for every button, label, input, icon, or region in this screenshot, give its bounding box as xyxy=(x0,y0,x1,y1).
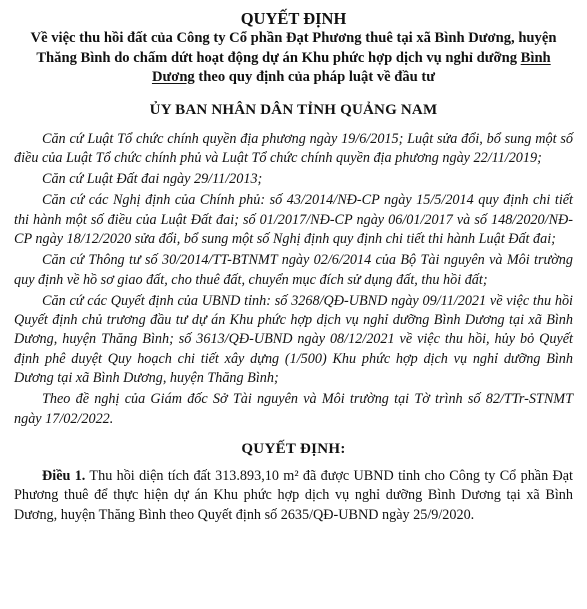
decision-subtitle xyxy=(18,29,569,88)
issuing-authority: ỦY BAN NHÂN DÂN TỈNH QUẢNG NAM xyxy=(149,101,438,118)
legal-basis-6: Theo đề nghị của Giám đốc Sở Tài nguyên và Môi trường tại Tờ trình số 82/TTr-STNMT ngày 17/02/2022. xyxy=(14,391,573,427)
legal-basis-4: Căn cứ Thông tư số 30/2014/TT-BTNMT ngày 02/6/2014 của Bộ Tài nguyên và Môi trường quy định về hồ sơ giao đất, cho thuê đất, chuyển mục đích sử dụng đất, thu hồi đất; xyxy=(14,252,573,288)
subtitle-underlined: Bình Dương xyxy=(151,49,551,85)
article-1 xyxy=(14,467,573,525)
decision-title: QUYẾT ĐỊNH xyxy=(240,9,347,28)
subtitle-part-2: theo quy định của pháp luật về đầu tư xyxy=(194,69,436,85)
decision-heading: QUYẾT ĐỊNH: xyxy=(241,440,346,457)
legal-basis-1: Căn cứ Luật Tổ chức chính quyền địa phương ngày 19/6/2015; Luật sửa đổi, bổ sung một số điều của Luật Tổ chức chính phủ và Luật Tổ chức chính quyền địa phương ngày 22/11/2019; xyxy=(14,130,573,166)
article-1-text: Thu hồi diện tích đất 313.893,10 m² đã được UBND tỉnh cho Công ty Cổ phần Đạt Phương thuê để thực hiện dự án Khu phức hợp dịch vụ nghỉ dưỡng Bình Dương tại xã Bình Dương, huyện Thăng Bình theo Quyết định số 2635/QĐ-UBND ngày 25/9/2020. xyxy=(14,467,574,523)
article-1-label: Điều 1. xyxy=(42,467,86,484)
legal-basis-5: Căn cứ các Quyết định của UBND tỉnh: số 3268/QĐ-UBND ngày 09/11/2021 về việc thu hồi Quyết định chủ trương đầu tư dự án Khu phức hợp dịch vụ nghỉ dưỡng Bình Dương tại xã Bình Dương, huyện Thăng Bình; số 3613/QĐ-UBND ngày 08/12/2021 về việc thu hồi, hủy bỏ Quyết định phê duyệt Quy hoạch chi tiết xây dựng (1/500) Khu phức hợp dịch vụ nghỉ dưỡng Bình Dương tại xã Bình Dương, huyện Thăng Bình; xyxy=(14,292,573,387)
legal-basis-3: Căn cứ các Nghị định của Chính phủ: số 43/2014/NĐ-CP ngày 15/5/2014 quy định chi tiết thi hành một số điều của Luật Đất đai; số 01/2017/NĐ-CP ngày 06/01/2017 và số 148/2020/NĐ-CP ngày 18/12/2020 sửa đổi, bổ sung một số Nghị định quy định chi tiết thi hành Luật Đất đai; xyxy=(14,192,573,247)
subtitle-part-1: Về việc thu hồi đất của Công ty Cổ phần Đạt Phương thuê tại xã Bình Dương, huyện Thăng Bình do chấm dứt hoạt động dự án Khu phức hợp dịch vụ nghỉ dưỡng xyxy=(30,30,557,66)
legal-basis-2: Căn cứ Luật Đất đai ngày 29/11/2013; xyxy=(42,171,263,188)
